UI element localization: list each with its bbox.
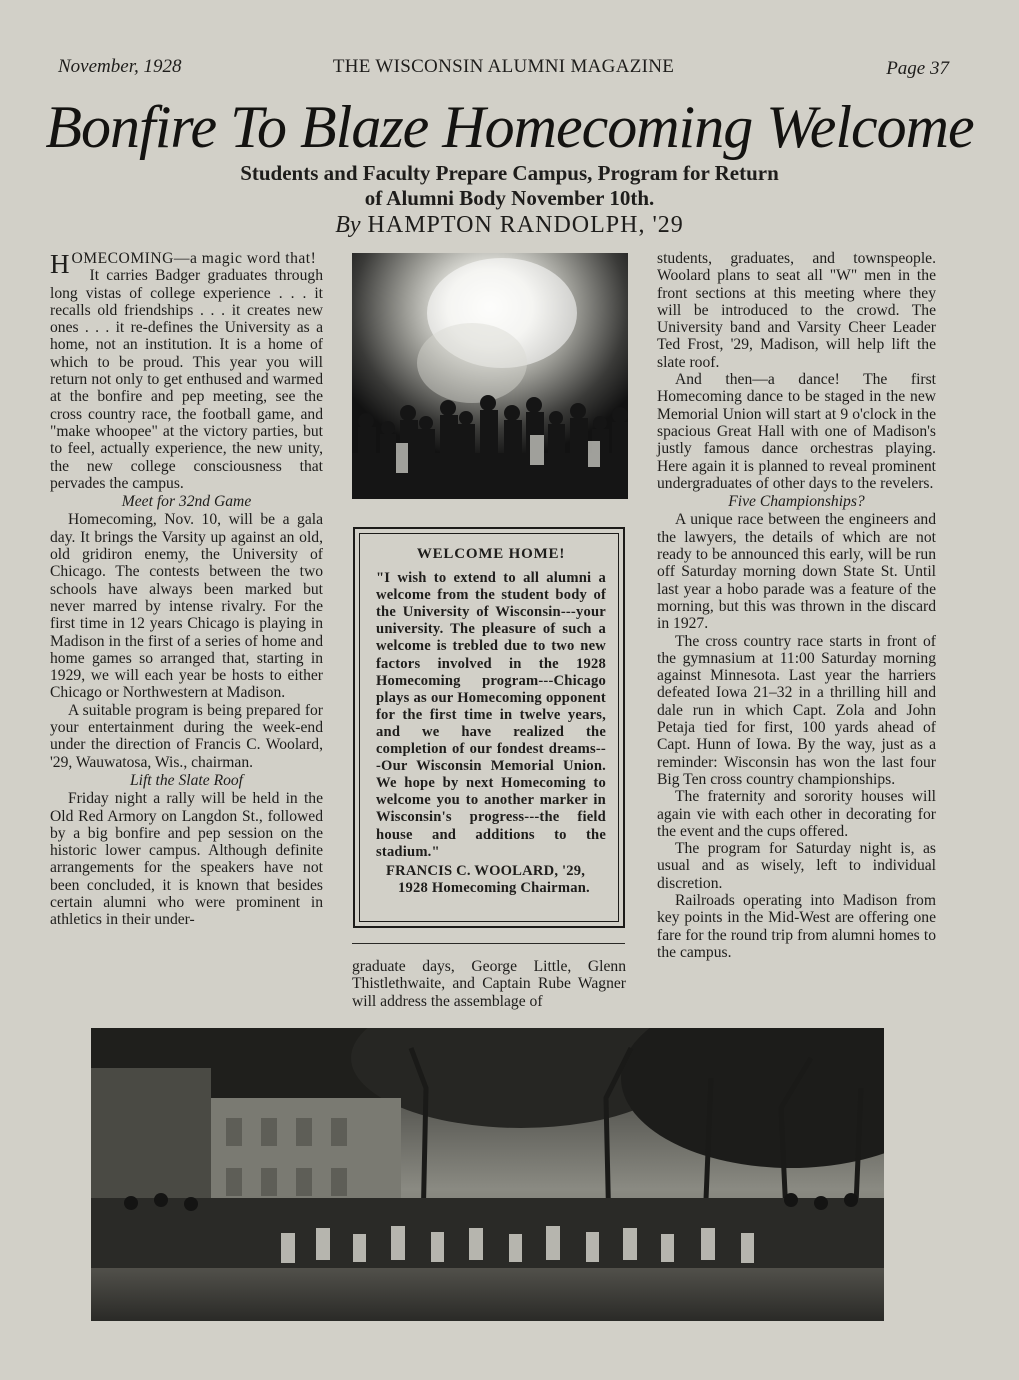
page-number: Page 37	[886, 58, 949, 79]
right-column	[657, 250, 936, 961]
section-subhead: Meet for 32nd Game	[121, 493, 252, 511]
left-column	[50, 250, 323, 929]
paragraph: Homecoming, Nov. 10, will be a gala day. It brings the Varsity up against an old, old gridiron enemy, the University of Chicago. The contests between the two schools have always been marked but never marred by intense rivalry. For the first time in 12 years Chicago is playing in Madison in the first of a series of home and home games so arranged that, starting in 1929, we will each year be hosts to either Chicago or Northwestern at Madison.	[50, 511, 323, 702]
paragraph: The program for Saturday night is, as usual and as wisely, left to individual discretion.	[657, 840, 936, 892]
paragraph: A suitable program is being prepared for your entertainment during the week-end under the direction of Francis C. Woolard, '29, Wauwatosa, Wis., chairman.	[50, 701, 323, 771]
section-subhead: Lift the Slate Roof	[129, 771, 244, 789]
paragraph: students, graduates, and townspeople. Woolard plans to seat all "W" men in the front sections at this meeting where they will be introduced to the crowd. The University band and Varsity Cheer Leader Ted Frost, '29, Madison, will help lift the slate roof.	[657, 250, 936, 371]
drop-cap: H	[50, 249, 70, 279]
byline	[0, 212, 1019, 239]
welcome-body: "I wish to extend to all alumni a welcome from the student body of the University of Wisconsin---your university. The pleasure of such a welcome is trebled due to two new factors involved in the 1928 Homecoming program---Chicago plays as our Homecoming opponent for the first time in twelve years, and we have realized the completion of our fondest dreams---Our Wisconsin Memorial Union. We hope by next Homecoming to welcome you to another marker in Wisconsin's progress---the field house and additions to the stadium."	[376, 570, 606, 860]
welcome-signature-title: 1928 Homecoming Chairman.	[398, 879, 590, 896]
paragraph: The cross country race starts in front of the gymnasium at 11:00 Saturday morning against Minnesota. Last year the harriers defeated Iowa 21–32 in a thrilling hill and dale run in which Capt. Zola and John Petaja tied for first, 100 yards ahead of Capt. Hunn of Iowa. By the way, just as a reminder: Wisconsin has won the last four Big Ten cross country championships.	[657, 632, 936, 788]
subheadline-line-2: of Alumni Body November 10th.	[364, 186, 655, 210]
welcome-signature: FRANCIS C. WOOLARD, '29,	[386, 862, 586, 879]
subheadline-line-1: Students and Faculty Prepare Campus, Program for Return	[240, 161, 779, 185]
paragraph: Friday night a rally will be held in the Old Red Armory on Langdon St., followed by a big bonfire and pep session on the historic lower campus. Although definite arrangements for the speakers have not been concluded, it is known that besides certain alumni who were prominent in athletics in their under-	[50, 790, 323, 929]
magazine-title: THE WISCONSIN ALUMNI MAGAZINE	[332, 56, 675, 77]
paragraph: It carries Badger graduates through long vistas of college experience . . . it recalls old friendships . . . it creates new ones . . . it re-defines the University as a home, not an institution. It is a home of which to be proud. This year you will return not only to get enthused and warmed at the bonfire and pep meeting, see the cross country race, the football game, and "make whoopee" at the victory parties, but to feel, actually experience, the new unity, the new college consciousness that pervades the campus.	[50, 267, 323, 492]
article-subheadline	[150, 161, 869, 211]
paragraph: The fraternity and sorority houses will again vie with each other in decorating for the event and the cups offered.	[657, 788, 936, 840]
lead-text: OMECOMING—a magic word that!	[71, 250, 317, 267]
bonfire-photo	[352, 253, 628, 499]
paragraph: graduate days, George Little, Glenn Thistlethwaite, and Captain Rube Wagner will address the assemblage of	[352, 958, 626, 1010]
byline-prefix: By	[335, 212, 361, 238]
section-subhead: Five Championships?	[728, 493, 865, 511]
cross-country-race-photo	[91, 1028, 884, 1321]
welcome-message-box	[353, 527, 625, 928]
lead-paragraph	[50, 249, 323, 279]
byline-author: HAMPTON RANDOLPH, '29	[367, 212, 684, 238]
welcome-title: WELCOME HOME!	[416, 546, 566, 562]
running-header	[58, 56, 949, 82]
column-divider-rule	[352, 943, 625, 944]
paragraph: And then—a dance! The first Homecoming dance to be staged in the new Memorial Union will start at 9 o'clock in the spacious Great Hall with one of Madison's justly famous dance orchestras playing. Here again it is planned to reveal prominent undergraduates of other days to the revelers.	[657, 371, 936, 492]
article-headline: Bonfire To Blaze Homecoming Welcome	[45, 94, 974, 160]
welcome-message-frame	[359, 533, 619, 922]
middle-column	[352, 958, 626, 1010]
paragraph: A unique race between the engineers and the lawyers, the details of which are not ready to be announced this early, will be run off Saturday morning down State St. Until last year a hobo parade was a feature of the morning, but this was thrown in the discard in 1927.	[657, 511, 936, 633]
issue-date: November, 1928	[58, 56, 182, 77]
paragraph: Railroads operating into Madison from key points in the Mid-West are offering one fare for the round trip from alumni homes to the campus.	[657, 891, 936, 961]
